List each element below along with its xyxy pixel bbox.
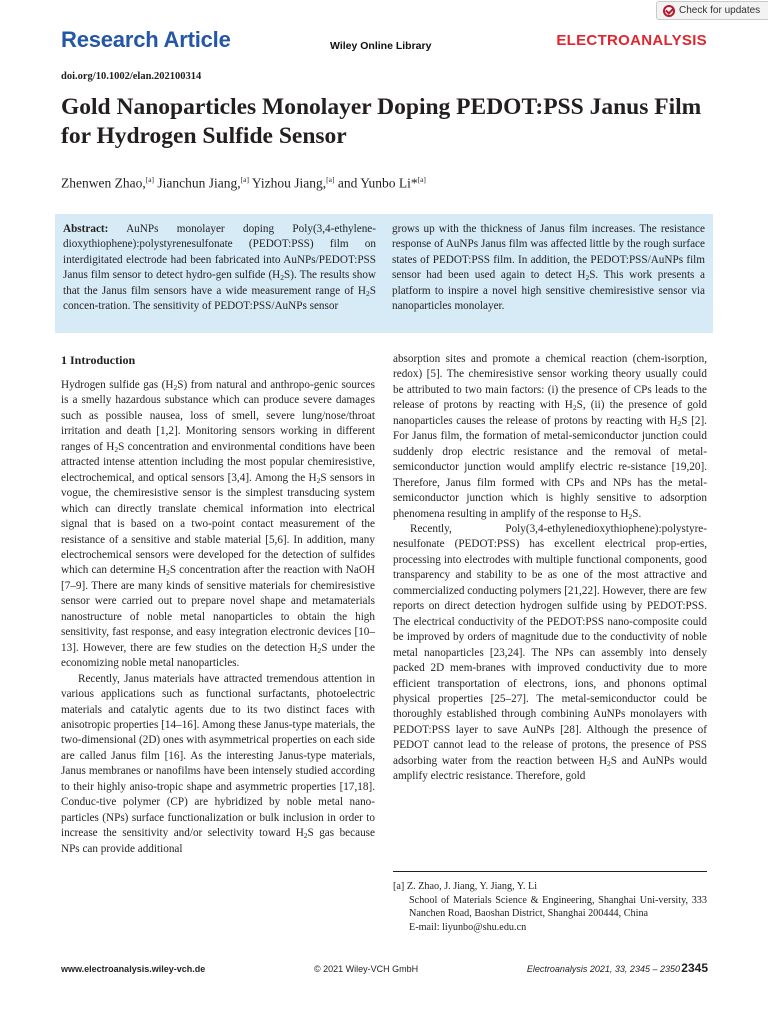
section-heading-introduction: 1 Introduction <box>61 353 136 367</box>
body-paragraph: Recently, Poly(3,4-ethylenedioxythiophene):polystyre-nesulfonate (PEDOT:PSS) has excellent electrical prop-erties, processing into electrodes with multiple functional components, good transparency and stability to be as one of the most attractive and commercialized conducting polymers [21,22]. However, there are few reports on direct detection hydrogen sulfide using by PEDOT:PSS. The electrical conductivity of the PEDOT:PSS nano-composite could be improved by orders of magnitude due to the conductivity of noble metal nanoparticles [23,24]. The NPs can assembly into densely packed 2D mem-branes with improved conductivity due to more efficient transportation of electrons, ions, and phonons optimal physical properties [25–27]. The metal-semiconductor could be thoroughly established through combining AuNPs monolayers with PEDOT:PSS layer to save AuNPs [28]. Although the presence of PEDOT cannot lead to the release of protons, the presence of PSS adsorbing water from the reaction between $H_2S$ and AuNPs would amplify electric resistance. Therefore, gold <box>393 522 707 783</box>
journal-logo: ELECTROANALYSIS <box>556 32 707 49</box>
footer-website-link[interactable]: www.electroanalysis.wiley-vch.de <box>61 964 206 974</box>
footer-copyright: © 2021 Wiley-VCH GmbH <box>314 964 419 974</box>
abstract-label: Abstract: <box>63 223 109 235</box>
author-name[interactable]: Jianchun Jiang, <box>154 175 241 191</box>
page-number: 2345 <box>681 961 708 975</box>
body-column-left <box>61 352 375 857</box>
check-for-updates-label: Check for updates <box>679 5 761 16</box>
author-list <box>61 175 426 192</box>
library-logo[interactable]: Wiley Online Library <box>330 40 432 52</box>
affiliation-marker: [a] <box>240 175 249 184</box>
doi-link[interactable]: doi.org/10.1002/elan.202100314 <box>61 71 202 82</box>
author-name[interactable]: Zhenwen Zhao, <box>61 175 146 191</box>
affiliation-marker: [a] <box>417 175 426 184</box>
check-icon <box>663 5 675 17</box>
article-title: Gold Nanoparticles Monolayer Doping PEDOT:PSS Janus Film for Hydrogen Sulfide Sensor <box>61 94 702 149</box>
author-name[interactable]: Yizhou Jiang, <box>249 175 327 191</box>
section-label: Research Article <box>61 27 231 52</box>
page-footer <box>61 961 708 977</box>
affiliation-footnote <box>393 880 707 934</box>
footer-citation: Electroanalysis 2021, 33, 2345 – 2350 <box>526 964 680 974</box>
author-name[interactable]: and Yunbo Li* <box>334 175 418 191</box>
footnote-authors: [a] Z. Zhao, J. Jiang, Y. Jiang, Y. Li <box>393 881 538 892</box>
affiliation-marker: [a] <box>145 175 155 184</box>
affiliation-marker: [a] <box>326 175 335 184</box>
abstract-column-1: Abstract: AuNPs monolayer doping Poly(3,4-ethylene-dioxythiophene):polystyrenesulfonate (PEDOT:PSS) film on interdigitated electrode had been fabricated into AuNPs/PEDOT:PSS Janus film sensor to detect hydro-gen sulfide $(H_2S)$. The results show that the Janus film sensors have a wide measurement range of $H_2S$ concen-tration. The sensitivity of PEDOT:PSS/AuNPs sensor <box>63 223 377 313</box>
footnote-email[interactable]: E-mail: liyunbo@shu.edu.cn <box>409 921 527 933</box>
footnote-rule <box>393 871 707 872</box>
abstract-column-2: grows up with the thickness of Janus film increases. The resistance response of AuNPs Janus film was affected little by the rough surface states of PEDOT:PSS film. In addition, the PEDOT:PSS/AuNPs film sensor had been used again to detect $H_2S$. This work presents a platform to inspire a novel high sensitive chemiresistive sensor via nanoparticles monolayer. <box>392 223 705 313</box>
body-paragraph: Hydrogen sulfide gas $(H_2S)$ from natural and anthropo-genic sources is a smelly hazardous substance which can produce severe damages such as possible nausea, loss of smell, severe lung/nose/throat irritation and death [1,2]. Monitoring sensors working in different ranges of $H_2S$ concentration and environmental conditions have been attracted intense attention including the most popular chemiresistive, electrochemical, and optical sensors [3,4]. Among the $H_2S$ sensors in vogue, the chemiresistive sensor is the simplest transducing system which can directly translate chemical information into electrical signal that is based on a two-point contact measurement of the resistance of a sensitive and stable material [5,6]. In addition, many electrochemical sensors were developed for the detection of sulfides which can determine $H_2S$ concentration after the reaction with NaOH [7–9]. There are many kinds of sensitive materials for chemiresistive sensor were carried out to prepare novel shape and metamaterials nanostructure of noble metal nanoparticles to obtain the high sensitivity, fast response, and easy integration electronic devices [10–13]. However, there are few studies on the detection $H_2S$ under the economizing noble metal nanoparticles. <box>61 379 375 670</box>
body-paragraph: absorption sites and promote a chemical reaction (chem-isorption, redox) [5]. The chemiresistive sensor working theory usually could be attributed to two main factors: (i) the presence of CPs leads to the release of protons by reacting with $H_2S$, (ii) the presence of gold nanoparticles causes the release of protons by reacting with $H_2S$ [2]. For Janus film, the formation of metal-semiconductor junction could suddenly drop electric resistance and the removal of metal-semiconductor junction would amplify electric re-sistance [19,20]. Therefore, Janus film formed with CPs and NPs has the metal-semiconductor junction which is highly sensitive to adsorption phenomena resulting in amplify of the response to $H_2S$. <box>393 353 707 521</box>
check-for-updates-badge[interactable] <box>656 1 768 20</box>
body-paragraph: Recently, Janus materials have attracted tremendous attention in various applications such as functional surfactants, photoelectric materials and catalytic agents due to its two distinct faces with anisotropic properties [14–16]. Among these Janus-type materials, the two-dimensional (2D) ones with asymmetrical properties on each side are called Janus film [16]. As the interesting Janus-type materials, Janus membranes or nanofilms have been intensely studied according to their highly aniso-tropic shape and asymmetric properties [17,18]. Conduc-tive polymer (CP) are hybridized by noble metal nano-particles (NPs) surface functionalization or bulk inclusion in order to increase the sensitivity and/or selectivity toward $H_2S$ gas because NPs can provide additional <box>61 672 375 855</box>
abstract-box <box>55 214 713 333</box>
body-column-right <box>393 352 707 785</box>
footnote-address: School of Materials Science & Engineering, Shanghai Uni-versity, 333 Nanchen Road, Baoshan District, Shanghai 200444, China <box>409 894 707 920</box>
